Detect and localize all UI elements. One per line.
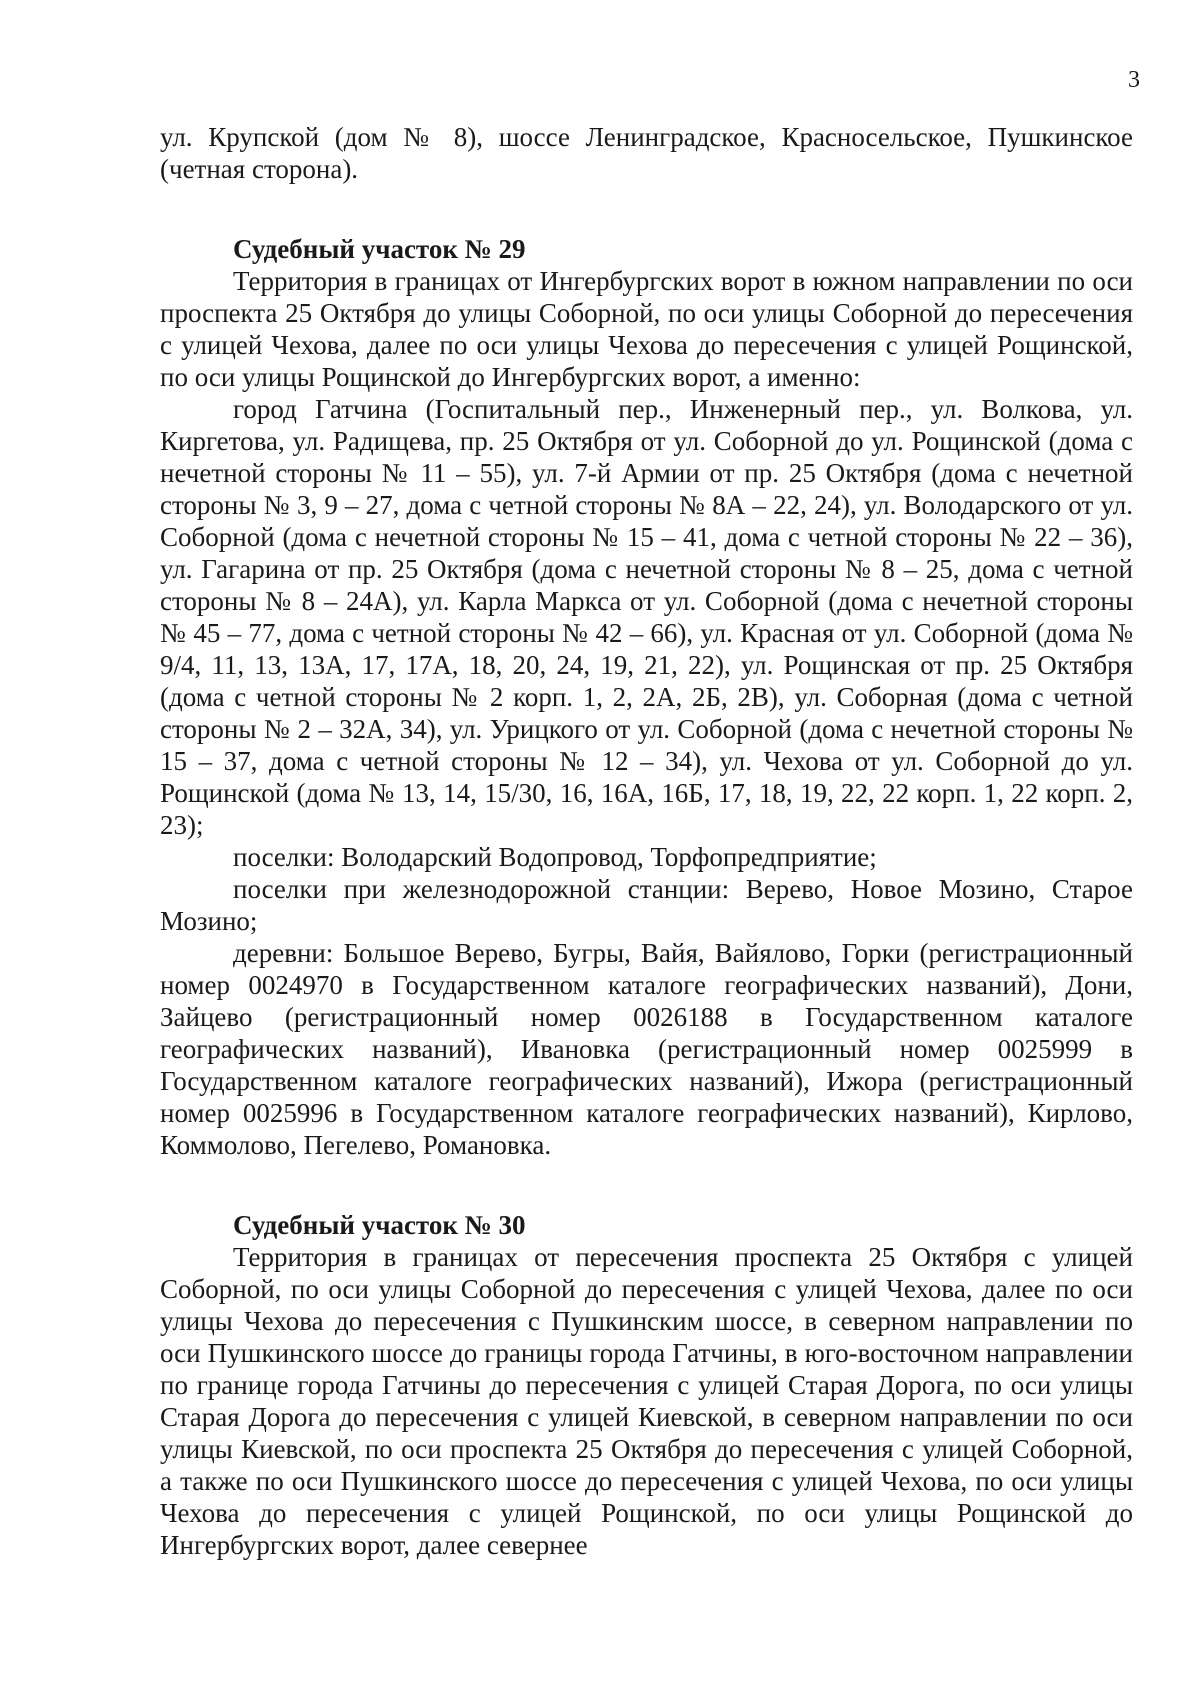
section-gap (160, 1161, 1133, 1209)
section-heading: Судебный участок № 30 (233, 1210, 526, 1240)
intro-paragraph: ул. Крупской (дом № 8), шоссе Ленинградское, Красносельское, Пушкинское (четная сторона). (160, 122, 1133, 184)
paragraph: Территория в границах от Ингербургских ворот в южном направлении по оси проспекта 25 Октября до улицы Соборной, по оси улицы Соборной до пересечения с улицей Чехова, далее по оси улицы Чехова до пересечения с улицей Рощинской, по оси улицы Рощинской до Ингербургских ворот, а именно: (160, 266, 1133, 392)
paragraph: город Гатчина (Госпитальный пер., Инженерный пер., ул. Волкова, ул. Киргетова, ул. Радищева, пр. 25 Октября от ул. Соборной до ул. Рощинской (дома с нечетной стороны № 11 – 55), ул. 7-й Армии от пр. 25 Октября (дома с нечетной стороны № 3, 9 – 27, дома с четной стороны № 8А – 22, 24), ул. Володарского от ул. Соборной (дома с нечетной стороны № 15 – 41, дома с четной стороны № 22 – 36), ул. Гагарина от пр. 25 Октября (дома с нечетной стороны № 8 – 25, дома с четной стороны № 8 – 24А), ул. Карла Маркса от ул. Соборной (дома с нечетной стороны № 45 – 77, дома с четной стороны № 42 – 66), ул. Красная от ул. Соборной (дома № 9/4, 11, 13, 13А, 17, 17А, 18, 20, 24, 19, 21, 22), ул. Рощинская от пр. 25 Октября (дома с четной стороны № 2 корп. 1, 2, 2А, 2Б, 2В), ул. Соборная (дома с четной стороны № 2 – 32А, 34), ул. Урицкого от ул. Соборной (дома с нечетной стороны № 15 – 37, дома с четной стороны № 12 – 34), ул. Чехова от ул. Соборной до ул. Рощинской (дома № 13, 14, 15/30, 16, 16А, 16Б, 17, 18, 19, 22, 22 корп. 1, 22 корп. 2, 23); (160, 394, 1133, 840)
paragraph: поселки: Володарский Водопровод, Торфопредприятие; (233, 842, 877, 872)
section-heading: Судебный участок № 29 (233, 234, 526, 264)
paragraph: деревни: Большое Верево, Бугры, Вайя, Вайялово, Горки (регистрационный номер 0024970 в Государственном каталоге географических названий), Дони, Зайцево (регистрационный номер 0026188 в Государственном каталоге географических названий), Ивановка (регистрационный номер 0025999 в Государственном каталоге географических названий), Ижора (регистрационный номер 0025996 в Государственном каталоге географических названий), Кирлово, Коммолово, Пегелево, Романовка. (160, 938, 1133, 1160)
section-30 (160, 1209, 1133, 1561)
section-gap (160, 185, 1133, 233)
page-number: 3 (1128, 67, 1140, 93)
section-29 (160, 233, 1133, 1161)
document-body (160, 121, 1133, 1561)
paragraph: поселки при железнодорожной станции: Верево, Новое Мозино, Старое Мозино; (160, 874, 1133, 936)
paragraph: Территория в границах от пересечения проспекта 25 Октября с улицей Соборной, по оси улицы Соборной до пересечения с улицей Чехова, далее по оси улицы Чехова до пересечения с Пушкинским шоссе, в северном направлении по оси Пушкинского шоссе до границы города Гатчины, в юго-восточном направлении по границе города Гатчины до пересечения с улицей Старая Дорога, по оси улицы Старая Дорога до пересечения с улицей Киевской, в северном направлении по оси улицы Киевской, по оси проспекта 25 Октября до пересечения с улицей Соборной, а также по оси Пушкинского шоссе до пересечения с улицей Чехова, по оси улицы Чехова до пересечения с улицей Рощинской, по оси улицы Рощинской до Ингербургских ворот, далее севернее (160, 1242, 1133, 1560)
